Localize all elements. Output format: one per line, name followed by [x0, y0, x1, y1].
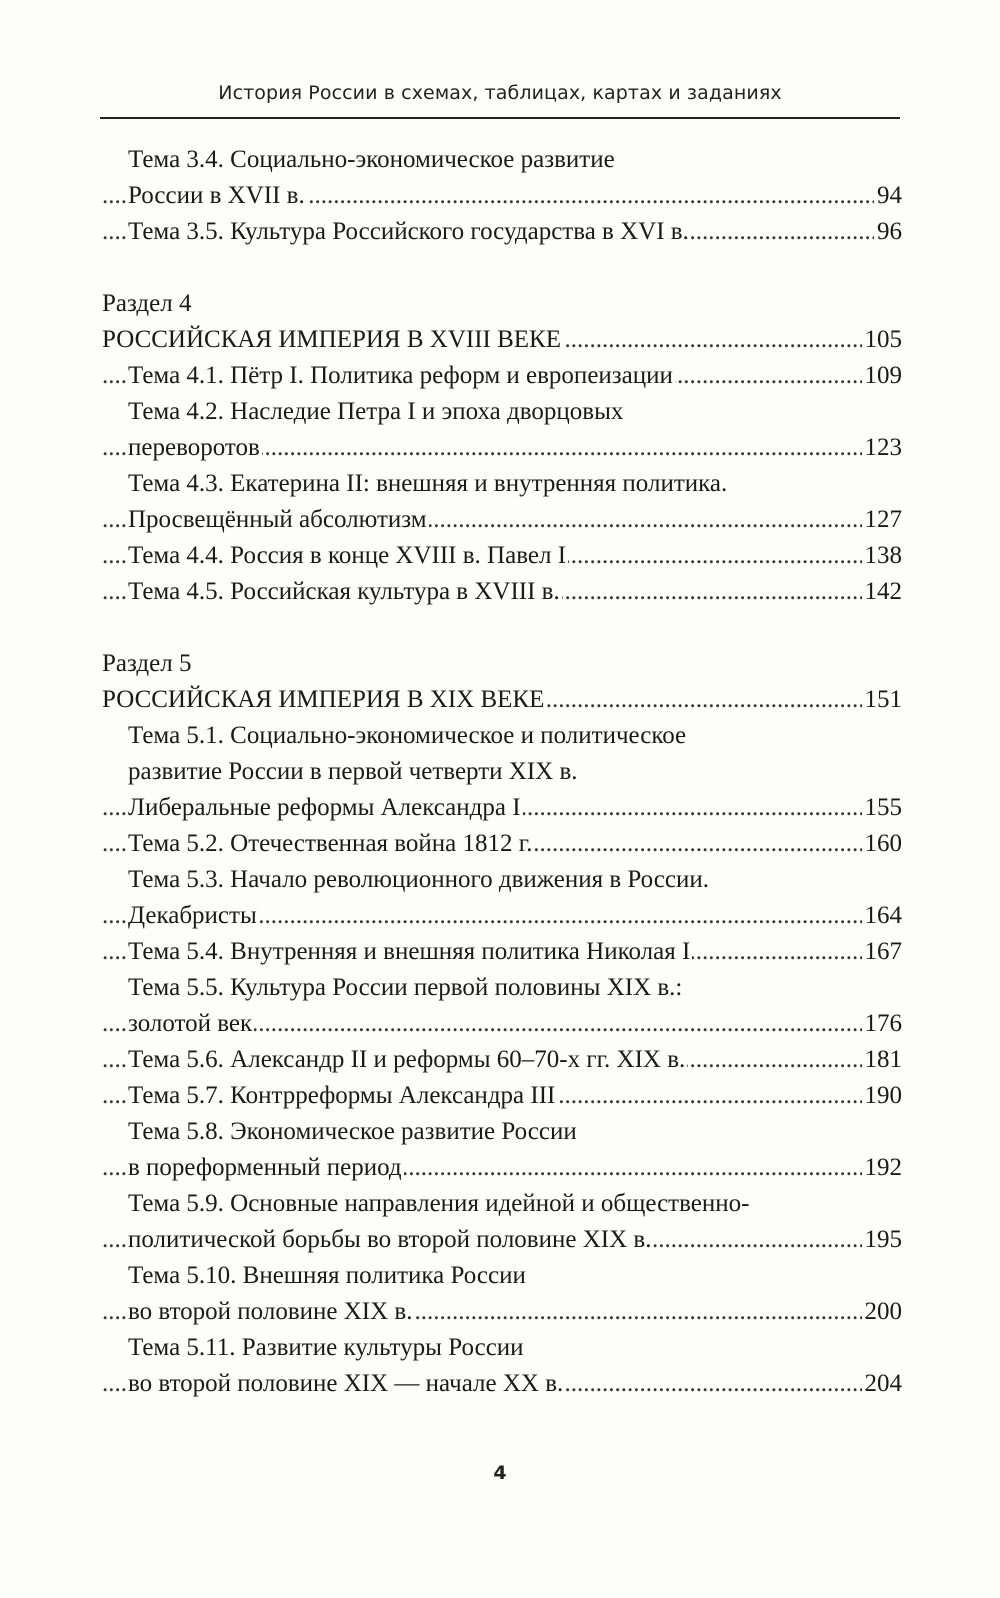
toc-entry-5-10-line-1[interactable]: Тема 5.10. Внешняя политика России	[128, 1262, 526, 1289]
toc-entry-5-2[interactable]: ..... Тема 5.2. Отечественная война 1812 г. 160	[102, 826, 902, 862]
toc-entry-5-5-line-1[interactable]: Тема 5.5. Культура России первой половины XIX в.:	[128, 974, 683, 1001]
page-ref: 190	[862, 1078, 903, 1114]
toc-entry-4-3-line-1[interactable]: Тема 4.3. Екатерина II: внешняя и внутренняя политика.	[128, 470, 728, 497]
section-label: Раздел 5	[102, 650, 192, 677]
toc-entry-4-2-line-2[interactable]: ..... переворотов 123	[102, 430, 902, 466]
toc-entry-4-5[interactable]: ..... Тема 4.5. Российская культура в XVIII в. 142	[102, 574, 902, 610]
toc-entry-5-6[interactable]: ..... Тема 5.6. Александр II и реформы 60–70-х гг. XIX в. 181	[102, 1042, 902, 1078]
toc-entry-5-8-line-1[interactable]: Тема 5.8. Экономическое развитие России	[128, 1118, 577, 1145]
page-ref: 127	[862, 502, 903, 538]
toc-entry-3-4-line-2[interactable]: ..... России в XVII в. 94	[102, 178, 902, 214]
toc-entry-5-9-line-2[interactable]: ..... политической борьбы во второй половине XIX в. 195	[102, 1222, 902, 1258]
toc-entry-5-1-line-1[interactable]: Тема 5.1. Социально-экономическое и политическое	[128, 722, 687, 749]
page-ref: 94	[874, 178, 902, 214]
toc-section-5	[102, 646, 902, 1402]
section-title-4[interactable]: ..... РОССИЙСКАЯ ИМПЕРИЯ В XVIII ВЕКЕ 105	[102, 322, 902, 358]
toc-entry-5-5-line-2[interactable]: ..... золотой век 176	[102, 1006, 902, 1042]
page-number: 4	[493, 1462, 507, 1484]
page-ref: 164	[862, 898, 903, 934]
page-ref: 123	[862, 430, 903, 466]
page-ref: 192	[862, 1150, 903, 1186]
toc-entry-3-4-line-1[interactable]: Тема 3.4. Социально-экономическое развитие	[128, 146, 615, 173]
page-ref: 142	[862, 574, 903, 610]
toc-entry-5-3-line-2[interactable]: ..... Декабристы 164	[102, 898, 902, 934]
page-ref: 181	[862, 1042, 903, 1078]
toc-entry-5-9-line-1[interactable]: Тема 5.9. Основные направления идейной и общественно-	[128, 1190, 750, 1217]
toc-entry-4-3-line-2[interactable]: ..... Просвещённый абсолютизм 127	[102, 502, 902, 538]
toc-entry-5-1-line-2[interactable]: развитие России в первой четверти XIX в.	[128, 758, 578, 785]
toc-entry-4-1[interactable]: ..... Тема 4.1. Пётр I. Политика реформ и европеизации 109	[102, 358, 902, 394]
header-rule	[100, 117, 900, 119]
page-ref: 160	[862, 826, 903, 862]
toc-entry-3-5[interactable]: ..... Тема 3.5. Культура Российского государства в XVI в. 96	[102, 214, 902, 250]
page-ref: 176	[862, 1006, 903, 1042]
toc-entry-5-11-line-2[interactable]: ..... во второй половине XIX — начале XX в. 204	[102, 1366, 902, 1402]
page-ref: 195	[862, 1222, 903, 1258]
page-ref: 96	[874, 214, 902, 250]
section-label: Раздел 4	[102, 290, 192, 317]
toc-entry-5-8-line-2[interactable]: ..... в пореформенный период 192	[102, 1150, 902, 1186]
page-ref: 200	[862, 1294, 903, 1330]
toc-entry-5-11-line-1[interactable]: Тема 5.11. Развитие культуры России	[128, 1334, 524, 1361]
page-ref: 138	[862, 538, 903, 574]
running-title: История России в схемах, таблицах, картах и заданиях	[218, 82, 782, 104]
page-ref: 155	[862, 790, 903, 826]
toc-entry-5-1-line-3[interactable]: ..... Либеральные реформы Александра I 155	[102, 790, 902, 826]
section-title-5[interactable]: ..... РОССИЙСКАЯ ИМПЕРИЯ В XIX ВЕКЕ 151	[102, 682, 902, 718]
page-ref: 151	[862, 682, 903, 718]
toc-entry-5-4[interactable]: ..... Тема 5.4. Внутренняя и внешняя политика Николая I 167	[102, 934, 902, 970]
toc-entry-4-4[interactable]: ..... Тема 4.4. Россия в конце XVIII в. Павел I 138	[102, 538, 902, 574]
page-ref: 204	[862, 1366, 903, 1402]
toc-entry-5-7[interactable]: ..... Тема 5.7. Контрреформы Александра III 190	[102, 1078, 902, 1114]
toc-entry-4-2-line-1[interactable]: Тема 4.2. Наследие Петра I и эпоха дворцовых	[128, 398, 624, 425]
toc-entry-5-10-line-2[interactable]: ..... во второй половине XIX в. 200	[102, 1294, 902, 1330]
toc-section-3-continued	[102, 142, 902, 250]
table-of-contents	[102, 142, 902, 1402]
page-ref: 167	[862, 934, 903, 970]
page-ref: 105	[862, 322, 903, 358]
toc-section-4	[102, 286, 902, 610]
toc-entry-5-3-line-1[interactable]: Тема 5.3. Начало революционного движения в России.	[128, 866, 709, 893]
page-ref: 109	[862, 358, 903, 394]
